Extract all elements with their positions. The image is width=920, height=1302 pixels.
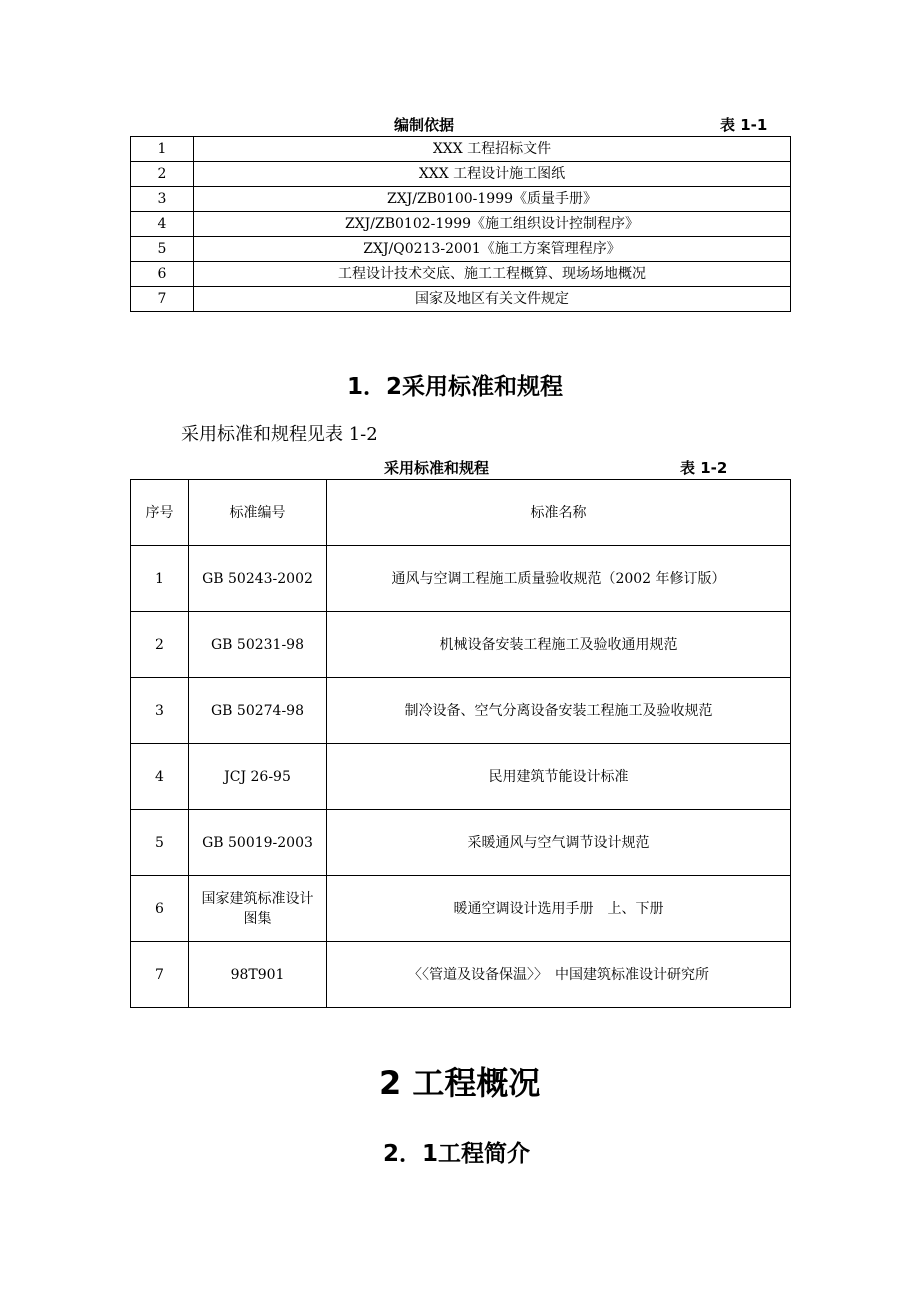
row-text: ZXJ/ZB0102-1999《施工组织设计控制程序》 <box>194 212 791 237</box>
standards-table <box>130 479 791 1008</box>
cell-no: 4 <box>131 744 189 810</box>
row-text: ZXJ/Q0213-2001《施工方案管理程序》 <box>194 237 791 262</box>
table1-number: 表 1-1 <box>720 116 768 134</box>
sub-heading: 2．1工程简介 <box>383 1141 531 1167</box>
cell-code: GB 50231-98 <box>189 612 327 678</box>
table-row <box>131 876 791 942</box>
cell-name: 〈〈管道及设备保温〉〉 中国建筑标准设计研究所 <box>327 942 791 1008</box>
header-name: 标准名称 <box>327 480 791 546</box>
row-number: 2 <box>131 162 194 187</box>
row-text: ZXJ/ZB0100-1999《质量手册》 <box>194 187 791 212</box>
table2-caption: 采用标准和规程 <box>384 459 490 477</box>
row-number: 3 <box>131 187 194 212</box>
table-row <box>131 546 791 612</box>
cell-no: 7 <box>131 942 189 1008</box>
cell-name: 民用建筑节能设计标准 <box>327 744 791 810</box>
row-number: 7 <box>131 287 194 312</box>
table-row <box>131 942 791 1008</box>
row-text: XXX 工程招标文件 <box>194 137 791 162</box>
table-row <box>131 612 791 678</box>
cell-name: 通风与空调工程施工质量验收规范（2002 年修订版） <box>327 546 791 612</box>
row-number: 6 <box>131 262 194 287</box>
basis-table <box>130 136 791 312</box>
row-number: 4 <box>131 212 194 237</box>
table-row <box>131 212 791 237</box>
cell-code: GB 50019-2003 <box>189 810 327 876</box>
table-row <box>131 237 791 262</box>
table-row <box>131 744 791 810</box>
section-heading: 1．2采用标准和规程 <box>347 374 564 400</box>
cell-name: 制冷设备、空气分离设备安装工程施工及验收规范 <box>327 678 791 744</box>
row-text: 国家及地区有关文件规定 <box>194 287 791 312</box>
table-row <box>131 287 791 312</box>
header-code: 标准编号 <box>189 480 327 546</box>
row-number: 1 <box>131 137 194 162</box>
cell-code: 国家建筑标准设计图集 <box>189 876 327 942</box>
table1-caption: 编制依据 <box>394 116 455 134</box>
chapter-heading: 2 工程概况 <box>379 1064 541 1102</box>
cell-code: GB 50243-2002 <box>189 546 327 612</box>
section-intro: 采用标准和规程见表 1-2 <box>181 424 378 445</box>
cell-code: 98T901 <box>189 942 327 1008</box>
table-row <box>131 262 791 287</box>
table-row <box>131 810 791 876</box>
row-number: 5 <box>131 237 194 262</box>
cell-code: JCJ 26-95 <box>189 744 327 810</box>
table-row <box>131 187 791 212</box>
table-row <box>131 162 791 187</box>
cell-name: 暖通空调设计选用手册 上、下册 <box>327 876 791 942</box>
cell-no: 6 <box>131 876 189 942</box>
cell-code: GB 50274-98 <box>189 678 327 744</box>
cell-name: 机械设备安装工程施工及验收通用规范 <box>327 612 791 678</box>
table2-number: 表 1-2 <box>680 459 728 477</box>
row-text: 工程设计技术交底、施工工程概算、现场场地概况 <box>194 262 791 287</box>
cell-no: 5 <box>131 810 189 876</box>
cell-no: 2 <box>131 612 189 678</box>
header-no: 序号 <box>131 480 189 546</box>
table-row <box>131 678 791 744</box>
cell-no: 1 <box>131 546 189 612</box>
table-header-row <box>131 480 791 546</box>
cell-name: 采暖通风与空气调节设计规范 <box>327 810 791 876</box>
row-text: XXX 工程设计施工图纸 <box>194 162 791 187</box>
cell-no: 3 <box>131 678 189 744</box>
table-row <box>131 137 791 162</box>
